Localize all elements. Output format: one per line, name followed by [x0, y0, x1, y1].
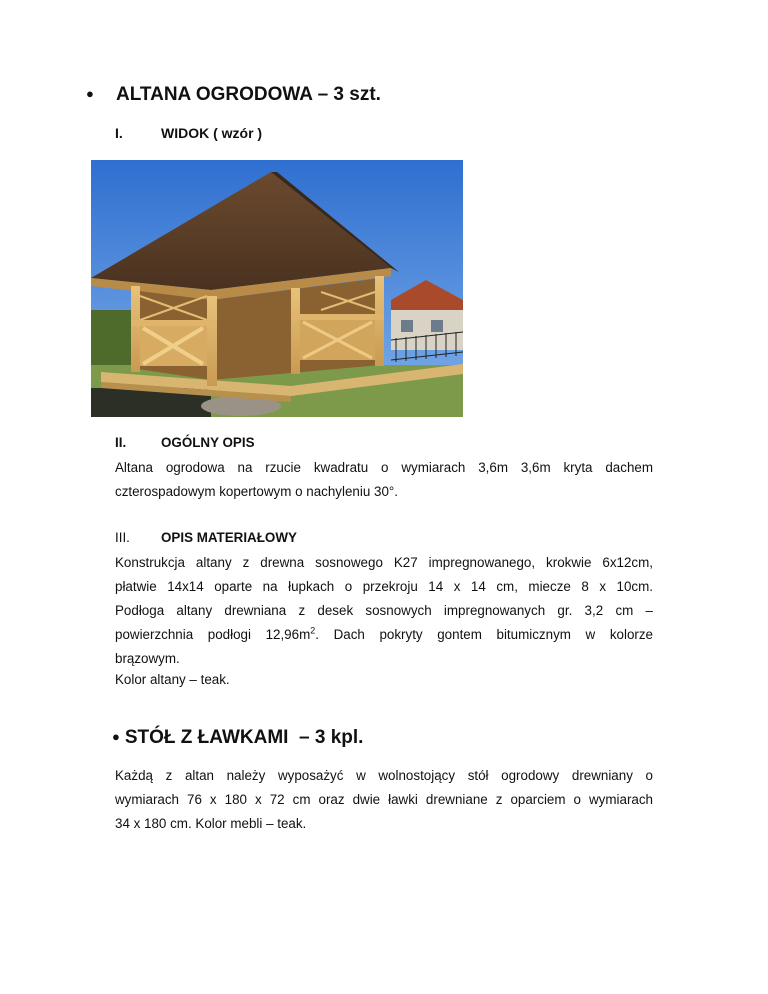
- text-line: 34 x 180 cm. Kolor mebli – teak.: [115, 816, 307, 831]
- subheading-material: [115, 530, 297, 545]
- subheading-general: [115, 435, 255, 450]
- color-note: Kolor altany – teak.: [115, 672, 230, 687]
- bullet-icon: ●: [86, 86, 94, 101]
- material-description: [115, 551, 653, 689]
- section-heading-table: [112, 727, 363, 749]
- text-line: czterospadowym kopertowym o nachyleniu 30°.: [115, 484, 398, 499]
- subheading-number: I.: [115, 125, 123, 141]
- subheading-title: OGÓLNY OPIS: [161, 435, 255, 450]
- section-heading-gazebo: [86, 84, 381, 106]
- text-line: [115, 623, 653, 647]
- subheading-title: WIDOK ( wzór ): [161, 125, 263, 141]
- text-fragment: . Dach pokryty gontem bitumicznym w kolorze: [315, 627, 653, 642]
- text-line: Każdą z altan należy wyposażyć w wolnostojący stół ogrodowy drewniany o: [115, 768, 653, 783]
- subheading-number: II.: [115, 435, 127, 450]
- gazebo-photo: [91, 160, 463, 417]
- text-line: Altana ogrodowa na rzucie kwadratu o wymiarach 3,6m 3,6m kryta dachem: [115, 460, 653, 475]
- subheading-title: OPIS MATERIAŁOWY: [161, 530, 297, 545]
- text-line: Konstrukcja altany z drewna sosnowego K27 impregnowanego, krokwie 6x12cm,: [115, 555, 653, 570]
- text-fragment: powierzchnia podłogi 12,96m: [115, 627, 311, 642]
- bullet-icon: ●: [112, 729, 120, 744]
- general-description: [115, 456, 653, 504]
- text-line: płatwie 14x14 oparte na łupkach o przekroju 14 x 14 cm, miecze 8 x 10cm.: [115, 579, 653, 594]
- text-line: wymiarach 76 x 180 x 72 cm oraz dwie ławki drewniane z oparciem o wymiarach: [115, 792, 653, 807]
- text-line: brązowym.: [115, 651, 180, 666]
- text-line: Podłoga altany drewniana z desek sosnowych impregnowanych gr. 3,2 cm –: [115, 603, 653, 618]
- subheading-view: [115, 125, 262, 141]
- subheading-number: III.: [115, 530, 130, 545]
- superscript: 2: [310, 625, 316, 636]
- table-description: [115, 764, 653, 836]
- gazebo-image: [91, 160, 463, 417]
- section-title: STÓŁ Z ŁAWKAMI – 3 kpl.: [124, 727, 364, 748]
- section-title: ALTANA OGRODOWA – 3 szt.: [116, 84, 381, 105]
